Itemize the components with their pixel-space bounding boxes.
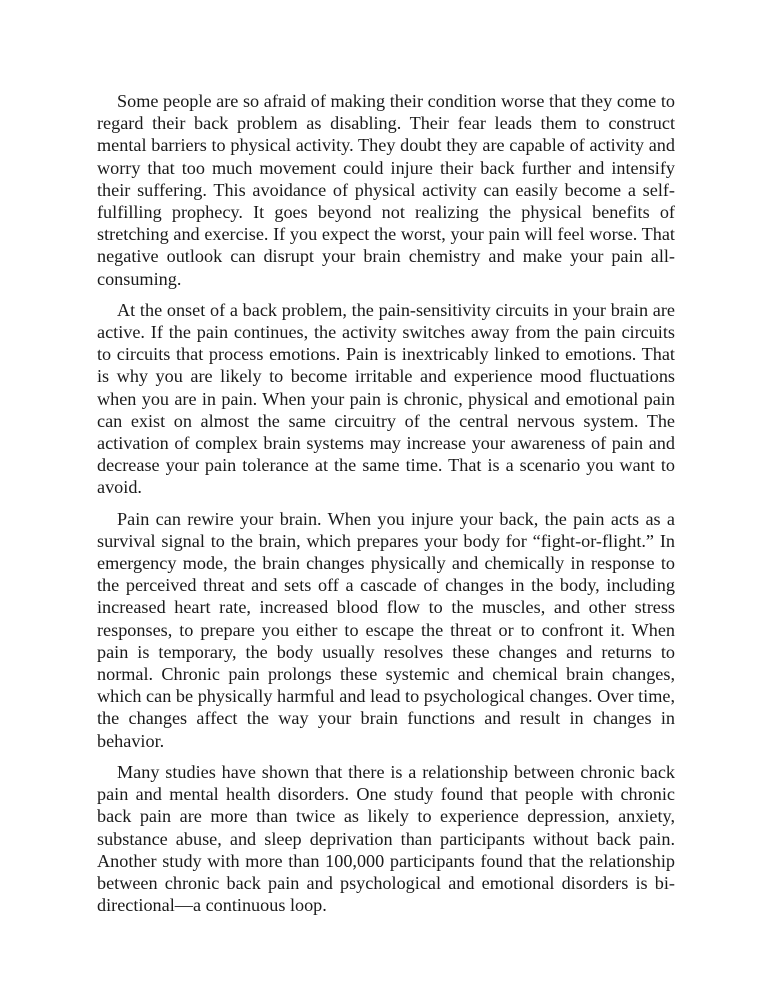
paragraph-4: Many studies have shown that there is a relationship between chronic back pain and mental health disorders. One study found that people with chronic back pain are more than twice as likely to experience depression, anxiety, substance abuse, and sleep deprivation than participants without back pain. Another study with more than 100,000 participants found that the relationship between chronic back pain and psychological and emotional disorders is bi-directional—a continuous loop. [97, 761, 675, 916]
document-body [97, 90, 675, 925]
paragraph-2: At the onset of a back problem, the pain-sensitivity circuits in your brain are active. If the pain continues, the activity switches away from the pain circuits to circuits that process emotions. Pain is inextricably linked to emotions. That is why you are likely to become irritable and experience mood fluctuations when you are in pain. When your pain is chronic, physical and emotional pain can exist on almost the same circuitry of the central nervous system. The activation of complex brain systems may increase your awareness of pain and decrease your pain tolerance at the same time. That is a scenario you want to avoid. [97, 299, 675, 498]
paragraph-1: Some people are so afraid of making their condition worse that they come to regard their back problem as disabling. Their fear leads them to construct mental barriers to physical activity. They doubt they are capable of activity and worry that too much movement could injure their back further and intensify their suffering. This avoidance of physical activity can easily become a self-fulfilling prophecy. It goes beyond not realizing the physical benefits of stretching and exercise. If you expect the worst, your pain will feel worse. That negative outlook can disrupt your brain chemistry and make your pain all-consuming. [97, 91, 675, 289]
paragraph-3: Pain can rewire your brain. When you injure your back, the pain acts as a survival signal to the brain, which prepares your body for “fight-or-flight.” In emergency mode, the brain changes physically and chemically in response to the perceived threat and sets off a cascade of changes in the body, including increased heart rate, increased blood flow to the muscles, and other stress responses, to prepare you either to escape the threat or to confront it. When pain is temporary, the body usually resolves these changes and returns to normal. Chronic pain prolongs these systemic and chemical brain changes, which can be physically harmful and lead to psychological changes. Over time, the changes affect the way your brain functions and result in changes in behavior. [97, 508, 675, 751]
